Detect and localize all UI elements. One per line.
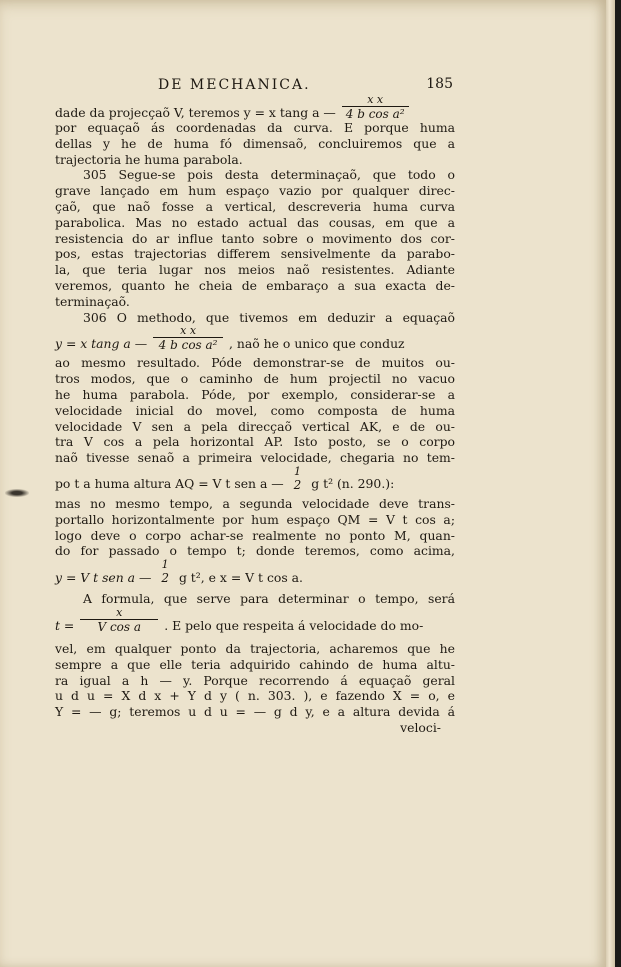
- text-line: çaõ, que naõ fosse a vertical, descreveria huma curva: [55, 198, 455, 214]
- text-line: po t a huma altura AQ = V t sen a — 1 2 g t² (n. 290.):: [55, 464, 395, 492]
- text-line: do for passado o tempo t; donde teremos, como acima,: [55, 543, 455, 559]
- text-line: mas no mesmo tempo, a segunda velocidade deve trans-: [55, 495, 455, 511]
- text-line: t = $\frac{x}{\text{V cos a}}$ . E pelo que respeita á velocidade do mo-: [55, 605, 424, 634]
- text-line: tra V cos a pela horizontal AP. Isto posto, se o corpo: [55, 434, 455, 450]
- text-line: y = V t sen a — 1 2 g t², e x = V t cos a.: [55, 558, 303, 586]
- running-title: DE MECHANICA.: [158, 77, 311, 93]
- text-line: dellas y he de huma fó dimensaõ, concluiremos que a: [55, 135, 455, 151]
- text-line: vel, em qualquer ponto da trajectoria, acharemos que he: [55, 640, 455, 656]
- text-line: 306 O methodo, que tivemos em deduzir a equaçaõ: [83, 309, 455, 325]
- text-line: resistencia do ar influe tanto sobre o movimento dos cor-: [55, 230, 455, 246]
- text-line: grave lançado em hum espaço vazio por qualquer direc-: [55, 183, 455, 199]
- text-line: logo deve o corpo achar-se realmente no ponto M, quan-: [55, 527, 455, 543]
- text-line: u d u = X d x + Y d y ( n. 303. ), e fazendo X = o, e: [55, 688, 455, 704]
- text-line: veremos, quanto he cheia de embaraço a sua exacta de-: [55, 277, 455, 293]
- text-line: velocidade inicial do movel, como composta de huma: [55, 402, 455, 418]
- page-text: [55, 78, 455, 736]
- text-line: velocidade V sen a pela direcçaõ vertical AK, e de ou-: [55, 418, 455, 434]
- page-edge: [606, 0, 615, 967]
- text-line: ao mesmo resultado. Póde demonstrar-se de muitos ou-: [55, 355, 455, 371]
- text-line: y = x tang a — $\frac{\text{x x}}{\text{4 b cos a²}}$ , naõ he o unico que conduz: [55, 324, 405, 353]
- fraction: $\frac{x}{\text{V cos a}}$: [80, 607, 158, 634]
- text-line: pos, estas trajectorias differem sensivelmente da parabo-: [55, 246, 455, 262]
- text-line: dade da projecçaõ V, teremos y = x tang a — $\frac{\text{x x}}{\text{4 b cos a²}}$: [55, 96, 455, 120]
- text-line: Y = — g; teremos u d u = — g d y, e a altura devida á: [55, 704, 455, 720]
- text-line: naõ tivesse senaõ a primeira velocidade, chegaria no tem-: [55, 450, 455, 466]
- fraction: 1 2: [293, 464, 302, 492]
- text-line: parabolica. Mas no estado actual das cousas, em que a: [55, 214, 455, 230]
- fraction: $\frac{\text{x x}}{\text{4 b cos a²}}$: [153, 325, 223, 352]
- page-number: 185: [426, 76, 453, 92]
- fraction: 1 2: [161, 558, 169, 586]
- text-line: la, que teria lugar nos meios naõ resistentes. Adiante: [55, 262, 455, 278]
- text-line: portallo horizontalmente por hum espaço QM = V t cos a;: [55, 511, 455, 527]
- text-line: he huma parabola. Póde, por exemplo, considerar-se a: [55, 386, 455, 402]
- text-line: por equaçaõ ás coordenadas da curva. E porque huma: [55, 120, 455, 135]
- text-line: tros modos, que o caminho de hum projectil no vacuo: [55, 371, 455, 387]
- text-line: A formula, que serve para determinar o tempo, será: [83, 591, 455, 607]
- text-line: 305 Segue-se pois desta determinaçaõ, que todo o: [83, 167, 455, 183]
- text-line: terminaçaõ.: [55, 293, 130, 309]
- text-line: sempre a que elle teria adquirido cahindo de huma altu-: [55, 656, 455, 672]
- ink-blot: [5, 489, 29, 497]
- fraction: $\frac{\text{x x}}{\text{4 b cos a²}}$: [342, 94, 409, 121]
- catchword: veloci-: [400, 719, 441, 735]
- text-line: ra igual a h — y. Porque recorrendo á equaçaõ geral: [55, 672, 455, 688]
- text-line: trajectoria he huma parabola.: [55, 151, 243, 167]
